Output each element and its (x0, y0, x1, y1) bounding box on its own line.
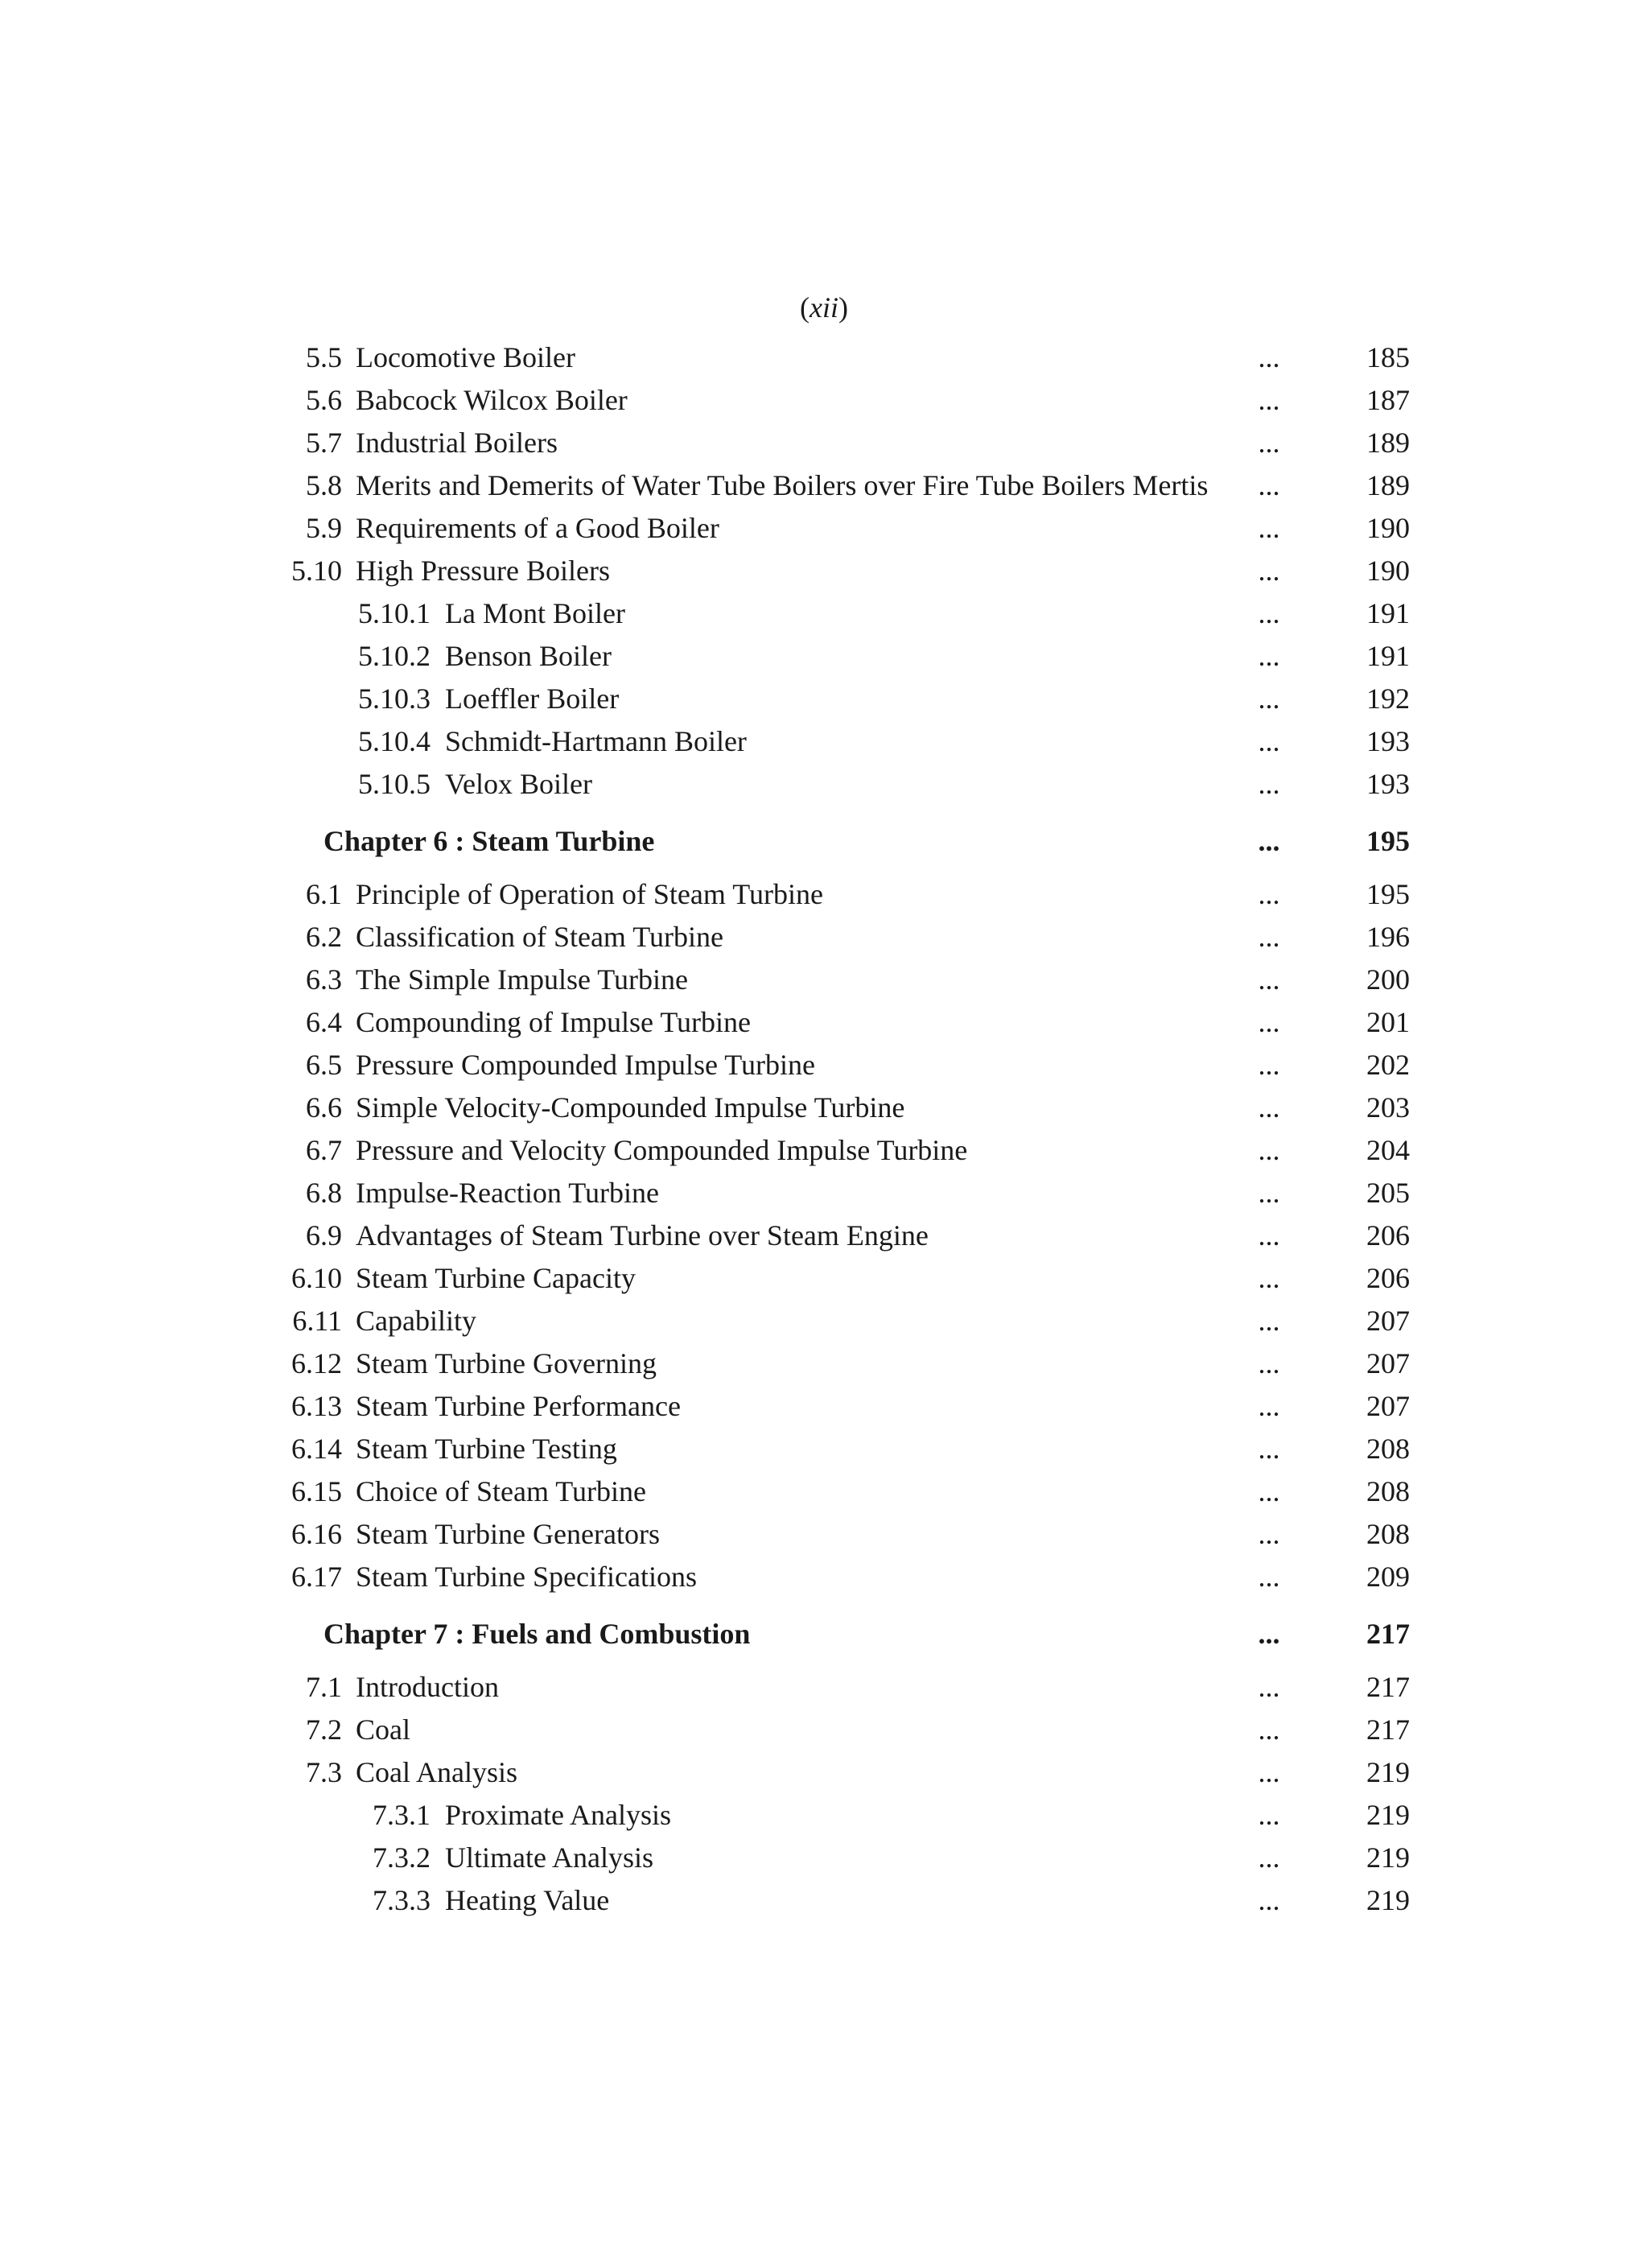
toc-section-entry (0, 959, 1648, 1001)
toc-section-entry (0, 1044, 1648, 1087)
toc-leader-dots: ... (1258, 1841, 1280, 1874)
page-number-value: xii (810, 291, 838, 324)
toc-leader-dots: ... (1258, 1433, 1280, 1465)
toc-page-number: 217 (1366, 1713, 1410, 1746)
toc-leader-dots: ... (1258, 1756, 1280, 1788)
toc-section-entry (0, 1470, 1648, 1513)
toc-entry-title: Classification of Steam Turbine (356, 921, 723, 953)
toc-section-entry (0, 1257, 1648, 1300)
toc-leader-dots: ... (1258, 640, 1280, 672)
toc-entry-number: 6.16 (291, 1518, 342, 1550)
toc-entry-number: 6.10 (291, 1262, 342, 1294)
toc-section-entry (0, 1709, 1648, 1751)
toc-leader-dots: ... (1258, 341, 1280, 373)
toc-page-number: 219 (1366, 1841, 1410, 1874)
toc-entry-number: 6.11 (292, 1305, 342, 1337)
toc-page-number: 189 (1366, 427, 1410, 459)
toc-section-entry (0, 1385, 1648, 1428)
toc-section-entry (0, 550, 1648, 592)
toc-entry-title: Locomotive Boiler (356, 341, 575, 373)
toc-page-number: 191 (1366, 597, 1410, 629)
toc-page-number: 206 (1366, 1219, 1410, 1252)
toc-entry-title: Impulse-Reaction Turbine (356, 1177, 659, 1209)
toc-section-entry (0, 1300, 1648, 1342)
toc-entry-title: Industrial Boilers (356, 427, 558, 459)
page-number: (xii) (800, 291, 848, 324)
toc-entry-title: Velox Boiler (445, 768, 592, 800)
toc-leader-dots: ... (1258, 1618, 1280, 1650)
toc-page-number: 219 (1366, 1756, 1410, 1788)
toc-entry-number: 7.1 (306, 1671, 342, 1703)
toc-entry-number: 6.8 (306, 1177, 342, 1209)
toc-entry-number: 7.2 (306, 1713, 342, 1746)
toc-page-number: 208 (1366, 1518, 1410, 1550)
toc-entry-title: Pressure and Velocity Compounded Impulse Turbine (356, 1134, 968, 1166)
toc-section-entry (0, 1751, 1648, 1794)
toc-entry-number: 5.10.2 (358, 640, 431, 672)
toc-entry-title: Coal (356, 1713, 410, 1746)
toc-page-number: 190 (1366, 512, 1410, 544)
toc-section-entry (0, 422, 1648, 464)
toc-page-number: 196 (1366, 921, 1410, 953)
toc-leader-dots: ... (1258, 1091, 1280, 1124)
toc-section-entry (0, 1172, 1648, 1214)
toc-section-entry (0, 1666, 1648, 1709)
toc-subsection-entry (0, 1879, 1648, 1922)
toc-leader-dots: ... (1258, 768, 1280, 800)
toc-section-entry (0, 916, 1648, 959)
toc-leader-dots: ... (1258, 1475, 1280, 1507)
toc-leader-dots: ... (1258, 725, 1280, 757)
toc-entry-title: Advantages of Steam Turbine over Steam Engine (356, 1219, 929, 1252)
toc-entry-number: 7.3 (306, 1756, 342, 1788)
toc-page-number: 207 (1366, 1347, 1410, 1379)
toc-entry-number: 6.13 (291, 1390, 342, 1422)
toc-leader-dots: ... (1258, 963, 1280, 996)
toc-page-number: 206 (1366, 1262, 1410, 1294)
toc-page-number: 195 (1366, 825, 1410, 857)
toc-leader-dots: ... (1258, 921, 1280, 953)
toc-leader-dots: ... (1258, 597, 1280, 629)
toc-entry-number: 5.10.1 (358, 597, 431, 629)
toc-page-number: 190 (1366, 555, 1410, 587)
toc-entry-number: 6.17 (291, 1561, 342, 1593)
chapter-title: Chapter 7 : Fuels and Combustion (323, 1618, 751, 1650)
toc-entry-title: Principle of Operation of Steam Turbine (356, 878, 823, 910)
toc-page-number: 217 (1366, 1618, 1410, 1650)
toc-page-number: 217 (1366, 1671, 1410, 1703)
toc-entry-number: 5.8 (306, 469, 342, 501)
toc-chapter-heading (0, 817, 1648, 865)
toc-entry-number: 6.1 (306, 878, 342, 910)
toc-entry-number: 5.9 (306, 512, 342, 544)
toc-entry-title: Coal Analysis (356, 1756, 518, 1788)
toc-leader-dots: ... (1258, 1671, 1280, 1703)
toc-entry-number: 6.15 (291, 1475, 342, 1507)
toc-leader-dots: ... (1258, 1219, 1280, 1252)
toc-entry-number: 6.6 (306, 1091, 342, 1124)
toc-entry-title: The Simple Impulse Turbine (356, 963, 688, 996)
toc-leader-dots: ... (1258, 1799, 1280, 1831)
toc-page-number: 193 (1366, 725, 1410, 757)
toc-subsection-entry (0, 592, 1648, 635)
toc-entry-title: Schmidt-Hartmann Boiler (445, 725, 747, 757)
toc-page-number: 205 (1366, 1177, 1410, 1209)
toc-leader-dots: ... (1258, 1347, 1280, 1379)
toc-leader-dots: ... (1258, 427, 1280, 459)
toc-section-entry (0, 1129, 1648, 1172)
toc-leader-dots: ... (1258, 1305, 1280, 1337)
toc-entry-number: 5.10.3 (358, 682, 431, 715)
toc-subsection-entry (0, 1794, 1648, 1837)
toc-entry-number: 5.10.5 (358, 768, 431, 800)
toc-leader-dots: ... (1258, 1713, 1280, 1746)
toc-page-number: 201 (1366, 1006, 1410, 1038)
toc-entry-number: 6.4 (306, 1006, 342, 1038)
toc-leader-dots: ... (1258, 469, 1280, 501)
toc-page-number: 195 (1366, 878, 1410, 910)
toc-entry-title: Capability (356, 1305, 476, 1337)
toc-subsection-entry (0, 1837, 1648, 1879)
toc-section-entry (0, 1342, 1648, 1385)
toc-section-entry (0, 464, 1648, 507)
toc-section-entry (0, 1513, 1648, 1556)
toc-page-number: 208 (1366, 1475, 1410, 1507)
toc-page-number: 207 (1366, 1390, 1410, 1422)
toc-leader-dots: ... (1258, 384, 1280, 416)
toc-entry-number: 7.3.2 (373, 1841, 431, 1874)
toc-leader-dots: ... (1258, 1049, 1280, 1081)
toc-page-number: 219 (1366, 1884, 1410, 1916)
toc-entry-number: 6.2 (306, 921, 342, 953)
toc-leader-dots: ... (1258, 1561, 1280, 1593)
toc-section-entry (0, 1556, 1648, 1598)
toc-entry-title: Compounding of Impulse Turbine (356, 1006, 752, 1038)
toc-entry-number: 6.5 (306, 1049, 342, 1081)
toc-entry-number: 7.3.1 (373, 1799, 431, 1831)
toc-page-number: 185 (1366, 341, 1410, 373)
toc-entry-number: 6.7 (306, 1134, 342, 1166)
toc-page-number: 202 (1366, 1049, 1410, 1081)
toc-page-number: 203 (1366, 1091, 1410, 1124)
toc-page-number: 191 (1366, 640, 1410, 672)
toc-entry-title: Loeffler Boiler (445, 682, 620, 715)
toc-entry-title: Steam Turbine Specifications (356, 1561, 697, 1593)
toc-section-entry (0, 336, 1648, 379)
toc-entry-title: Simple Velocity-Compounded Impulse Turbine (356, 1091, 905, 1124)
toc-leader-dots: ... (1258, 1390, 1280, 1422)
toc-leader-dots: ... (1258, 1177, 1280, 1209)
toc-section-entry (0, 1214, 1648, 1257)
toc-section-entry (0, 507, 1648, 550)
toc-page-number: 193 (1366, 768, 1410, 800)
toc-entry-title: Steam Turbine Performance (356, 1390, 681, 1422)
toc-entry-title: Steam Turbine Capacity (356, 1262, 636, 1294)
toc-entry-title: Ultimate Analysis (445, 1841, 653, 1874)
toc-entry-title: Pressure Compounded Impulse Turbine (356, 1049, 815, 1081)
toc-entry-number: 6.3 (306, 963, 342, 996)
toc-entry-title: Heating Value (445, 1884, 610, 1916)
toc-entry-title: Benson Boiler (445, 640, 612, 672)
toc-page-number: 209 (1366, 1561, 1410, 1593)
toc-section-entry (0, 1001, 1648, 1044)
toc-subsection-entry (0, 763, 1648, 806)
toc-entry-title: High Pressure Boilers (356, 555, 610, 587)
toc-page-number: 187 (1366, 384, 1410, 416)
toc-entry-title: Babcock Wilcox Boiler (356, 384, 628, 416)
toc-subsection-entry (0, 678, 1648, 720)
toc-subsection-entry (0, 635, 1648, 678)
toc-leader-dots: ... (1258, 1518, 1280, 1550)
toc-section-entry (0, 1087, 1648, 1129)
toc-page-number: 204 (1366, 1134, 1410, 1166)
toc-entry-title: Introduction (356, 1671, 499, 1703)
toc-leader-dots: ... (1258, 512, 1280, 544)
toc-entry-number: 7.3.3 (373, 1884, 431, 1916)
toc-entry-number: 5.6 (306, 384, 342, 416)
toc-leader-dots: ... (1258, 878, 1280, 910)
toc-leader-dots: ... (1258, 825, 1280, 857)
toc-entry-number: 5.10 (291, 555, 342, 587)
toc-entry-title: Choice of Steam Turbine (356, 1475, 646, 1507)
toc-entry-title: Proximate Analysis (445, 1799, 671, 1831)
toc-entry-title: Requirements of a Good Boiler (356, 512, 719, 544)
toc-leader-dots: ... (1258, 1262, 1280, 1294)
toc-section-entry (0, 873, 1648, 916)
toc-section-entry (0, 1428, 1648, 1470)
toc-page-number: 200 (1366, 963, 1410, 996)
toc-chapter-heading (0, 1610, 1648, 1658)
toc-subsection-entry (0, 720, 1648, 763)
toc-entry-title: Steam Turbine Testing (356, 1433, 617, 1465)
toc-entry-number: 6.9 (306, 1219, 342, 1252)
toc-page-number: 189 (1366, 469, 1410, 501)
toc-section-entry (0, 379, 1648, 422)
toc-entry-number: 5.7 (306, 427, 342, 459)
toc-entry-title: Merits and Demerits of Water Tube Boilers over Fire Tube Boilers Mertis (356, 469, 1209, 501)
toc-leader-dots: ... (1258, 1006, 1280, 1038)
toc-page-number: 208 (1366, 1433, 1410, 1465)
toc-leader-dots: ... (1258, 682, 1280, 715)
toc-page-number: 207 (1366, 1305, 1410, 1337)
table-of-contents (0, 336, 1648, 1922)
toc-entry-number: 6.12 (291, 1347, 342, 1379)
toc-entry-title: Steam Turbine Governing (356, 1347, 657, 1379)
toc-page-number: 219 (1366, 1799, 1410, 1831)
toc-entry-number: 5.10.4 (358, 725, 431, 757)
toc-entry-number: 6.14 (291, 1433, 342, 1465)
toc-leader-dots: ... (1258, 555, 1280, 587)
toc-entry-number: 5.5 (306, 341, 342, 373)
toc-entry-title: Steam Turbine Generators (356, 1518, 660, 1550)
toc-leader-dots: ... (1258, 1134, 1280, 1166)
chapter-title: Chapter 6 : Steam Turbine (323, 825, 655, 857)
toc-page-number: 192 (1366, 682, 1410, 715)
toc-leader-dots: ... (1258, 1884, 1280, 1916)
toc-entry-title: La Mont Boiler (445, 597, 625, 629)
